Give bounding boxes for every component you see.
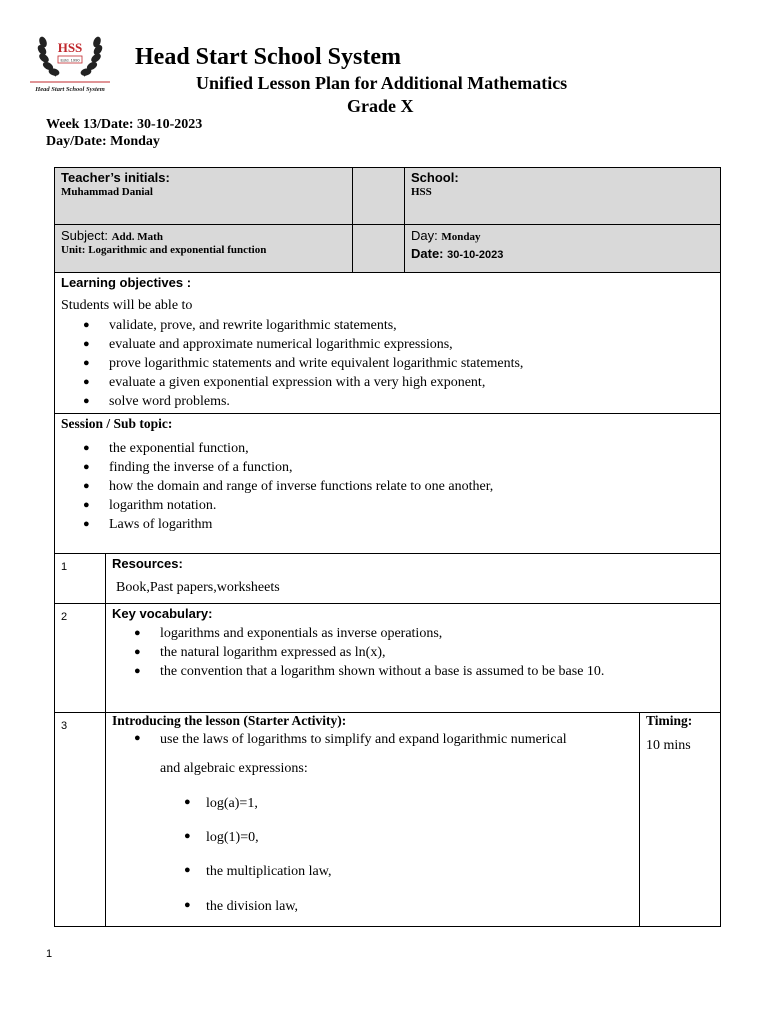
day-cell [404,224,721,273]
timing-label: Timing: [646,713,693,728]
row-number: 2 [61,611,68,623]
intro-lesson-heading: Introducing the lesson (Starter Activity): [112,713,347,728]
list-item: ● the convention that a logarithm shown without a base is assumed to be base 10. [134,662,604,681]
list-item: ● logarithm notation. [83,496,493,515]
list-item: ● evaluate a given exponential expression with a very high exponent, [83,373,523,392]
day-label: Day: [411,228,442,243]
list-item: ● Laws of logarithm [83,515,493,534]
session-list [83,439,493,534]
blank-cell [352,167,405,225]
intro-main-line1: use the laws of logarithms to simplify and expand logarithmic numerical [160,732,567,747]
school-logo [26,28,114,94]
list-item: ● log(a)=1, [184,796,258,811]
school-name: Head Start School System [135,44,401,70]
date-label: Date: [411,246,448,261]
row-number-cell [54,603,106,713]
page-number: 1 [46,948,53,960]
resources-heading: Resources: [112,556,183,571]
list-item: ● how the domain and range of inverse functions relate to one another, [83,477,493,496]
intro-sub-list [184,796,331,933]
teacher-value: Muhammad Danial [61,186,153,198]
week-date: Week 13/Date: 30-10-2023 [46,117,203,132]
bullet-icon: ● [184,830,191,842]
unit-text: Unit: Logarithmic and exponential function [61,244,267,256]
row-number: 3 [61,720,68,732]
bullet-icon: ● [184,899,191,911]
list-item: ● finding the inverse of a function, [83,458,493,477]
list-item: ● the natural logarithm expressed as ln(x), [134,643,604,662]
list-item: ● prove logarithmic statements and write equivalent logarithmic statements, [83,354,523,373]
list-item: ● evaluate and approximate numerical logarithmic expressions, [83,335,523,354]
list-item: ● validate, prove, and rewrite logarithmic statements, [83,316,523,335]
subject-cell [54,224,353,273]
bullet-icon: ● [184,796,191,808]
teacher-label: Teacher’s initials: [61,170,170,185]
resources-cell [105,553,721,604]
day-date: Day/Date: Monday [46,134,160,149]
day-value: Monday [441,231,481,243]
bullet-icon: ● [184,864,191,876]
vocabulary-cell [105,603,721,713]
row-number-cell [54,712,106,927]
intro-main-item [134,732,634,777]
list-item: ● the exponential function, [83,439,493,458]
school-cell [404,167,721,225]
session-heading: Session / Sub topic: [61,416,173,431]
objectives-heading: Learning objectives : [61,275,192,290]
bullet-icon: ● [134,732,141,744]
timing-cell [639,712,721,927]
session-cell [54,413,721,554]
teacher-cell [54,167,353,225]
list-item: ● solve word problems. [83,392,523,411]
intro-main-line2: and algebraic expressions: [160,761,308,776]
objectives-cell [54,272,721,414]
row-number: 1 [61,561,68,573]
lesson-plan-table [54,167,721,927]
logo-est: Estd. 1990 [60,57,80,63]
date-value: 30-10-2023 [447,249,504,261]
school-value: HSS [411,186,432,198]
objectives-list [83,316,523,411]
list-item: ● log(1)=0, [184,830,259,845]
list-item: ● logarithms and exponentials as inverse operations, [134,624,604,643]
blank-cell-2 [352,224,405,273]
subject-value: Add. Math [111,231,163,243]
timing-value: 10 mins [646,738,691,753]
school-label: School: [411,170,459,185]
logo-caption: Head Start School System [35,86,105,93]
list-item: ● the division law, [184,899,299,914]
list-item: ● the multiplication law, [184,864,332,879]
intro-lesson-cell [105,712,640,927]
objectives-intro: Students will be able to [61,298,193,313]
vocabulary-heading: Key vocabulary: [112,606,213,621]
logo-text: HSS [57,40,83,55]
row-number-cell [54,553,106,604]
subject-label: Subject: [61,228,112,243]
vocabulary-list [134,624,604,681]
plan-title: Unified Lesson Plan for Additional Mathematics [196,73,568,93]
grade: Grade X [347,96,414,116]
resources-text: Book,Past papers,worksheets [116,580,280,595]
